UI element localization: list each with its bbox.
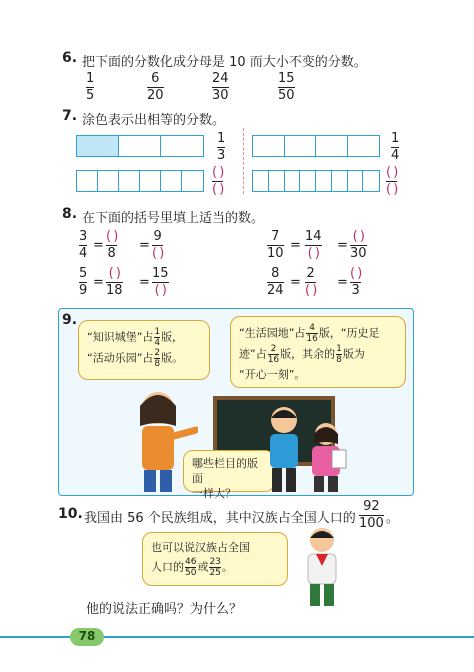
bar-cell[interactable] bbox=[316, 136, 348, 156]
bar-cell[interactable] bbox=[285, 171, 301, 191]
q10-period: 。 bbox=[386, 511, 400, 526]
q7-bar-thirds[interactable] bbox=[76, 135, 204, 157]
q7-right-answer-fraction[interactable]: ( ) ( ) bbox=[386, 165, 398, 197]
bar-cell[interactable] bbox=[182, 171, 203, 191]
bar-cell[interactable] bbox=[332, 171, 348, 191]
speech-bubble-question: 哪些栏目的版面 一样大？ bbox=[183, 450, 275, 492]
equals-sign: = bbox=[139, 275, 150, 290]
bar-cell[interactable] bbox=[253, 136, 285, 156]
equals-sign: = bbox=[290, 238, 301, 253]
equals-sign: = bbox=[93, 238, 104, 253]
q8-fraction: 5 9 bbox=[79, 266, 88, 298]
equals-sign: = bbox=[93, 275, 104, 290]
q6-fraction: 1 5 bbox=[86, 71, 95, 103]
bar-cell-filled[interactable] bbox=[77, 136, 119, 156]
q10-question: 他的说法正确吗？为什么？ bbox=[86, 602, 243, 617]
page-number: 78 bbox=[78, 629, 96, 643]
boy-illustration bbox=[262, 402, 306, 494]
q8-text: 在下面的括号里填上适当的数。 bbox=[82, 211, 265, 226]
q7-left-answer-fraction[interactable]: ( ) ( ) bbox=[212, 165, 224, 197]
q10-number: 10. bbox=[58, 506, 83, 522]
speech-bubble-girl: “知识城堡”占 $\frac{1}{4}$ 版， “活动乐园”占 $\frac{2}{8}$ 版。 bbox=[78, 320, 210, 380]
equals-sign: = bbox=[139, 238, 150, 253]
q8-fraction[interactable]: 15 ( ) bbox=[152, 266, 169, 298]
q6-fraction: 6 20 bbox=[147, 71, 164, 103]
q9-number: 9. bbox=[62, 312, 78, 328]
bar-cell[interactable] bbox=[300, 171, 316, 191]
equals-sign: = bbox=[337, 275, 348, 290]
q6-fraction: 24 30 bbox=[212, 71, 229, 103]
girl-with-paper-illustration bbox=[302, 420, 350, 494]
q8-fraction[interactable]: ( ) 18 bbox=[106, 266, 123, 298]
q6-text: 把下面的分数化成分母是 10 而大小不变的分数。 bbox=[82, 55, 367, 70]
q8-fraction: 8 24 bbox=[267, 266, 284, 298]
girl-illustration bbox=[118, 386, 198, 494]
equals-sign: = bbox=[290, 275, 301, 290]
q8-fraction[interactable]: ( ) 8 bbox=[106, 229, 118, 261]
bar-cell[interactable] bbox=[119, 171, 140, 191]
bar-cell[interactable] bbox=[161, 136, 203, 156]
bar-cell[interactable] bbox=[253, 171, 269, 191]
bar-cell[interactable] bbox=[119, 136, 161, 156]
q7-left-given-fraction: 1 3 bbox=[217, 131, 226, 163]
q7-bar-eighths[interactable] bbox=[252, 170, 380, 192]
speech-bubble-boy: “生活园地”占 $\frac{4}{16}$ 版，“历史足 迹”占 $\frac{2}{16}$ 版，其余的 $\frac{1}{8}$ 版为 “开心一刻”。 bbox=[230, 316, 406, 388]
q8-fraction[interactable]: 9 ( ) bbox=[152, 229, 164, 261]
bar-cell[interactable] bbox=[77, 171, 98, 191]
q10-fraction: 92 100 bbox=[359, 499, 384, 531]
bar-cell[interactable] bbox=[269, 171, 285, 191]
q8-fraction[interactable]: ( ) 3 bbox=[350, 266, 362, 298]
bar-cell[interactable] bbox=[161, 171, 182, 191]
bar-cell[interactable] bbox=[285, 136, 317, 156]
q8-fraction: 7 10 bbox=[267, 229, 284, 261]
equals-sign: = bbox=[337, 238, 348, 253]
q7-number: 7. bbox=[62, 108, 78, 124]
q10-text: 我国由 56 个民族组成，其中汉族占全国人口的 bbox=[84, 511, 356, 526]
q7-right-given-fraction: 1 4 bbox=[391, 131, 400, 163]
q8-fraction[interactable]: ( ) 30 bbox=[350, 229, 367, 261]
q7-text: 涂色表示出相等的分数。 bbox=[82, 113, 226, 128]
bar-cell[interactable] bbox=[348, 171, 364, 191]
bar-cell[interactable] bbox=[98, 171, 119, 191]
q6-number: 6. bbox=[62, 50, 78, 66]
q6-fraction: 15 50 bbox=[278, 71, 295, 103]
q8-fraction[interactable]: 2 ( ) bbox=[305, 266, 317, 298]
q7-bar-quarters[interactable] bbox=[252, 135, 380, 157]
bar-cell[interactable] bbox=[348, 136, 380, 156]
speech-bubble-q10: 也可以说汉族占全国 人口的 $\frac{46}{50}$ 或 $\frac{23}{25}$ 。 bbox=[142, 532, 288, 586]
bar-cell[interactable] bbox=[316, 171, 332, 191]
divider bbox=[243, 128, 244, 194]
q8-fraction: 3 4 bbox=[79, 229, 88, 261]
q7-bar-sixths[interactable] bbox=[76, 170, 204, 192]
bar-cell[interactable] bbox=[363, 171, 379, 191]
q8-number: 8. bbox=[62, 206, 78, 222]
q8-fraction[interactable]: 14 ( ) bbox=[305, 229, 322, 261]
boy-scout-illustration bbox=[296, 524, 348, 608]
bar-cell[interactable] bbox=[140, 171, 161, 191]
